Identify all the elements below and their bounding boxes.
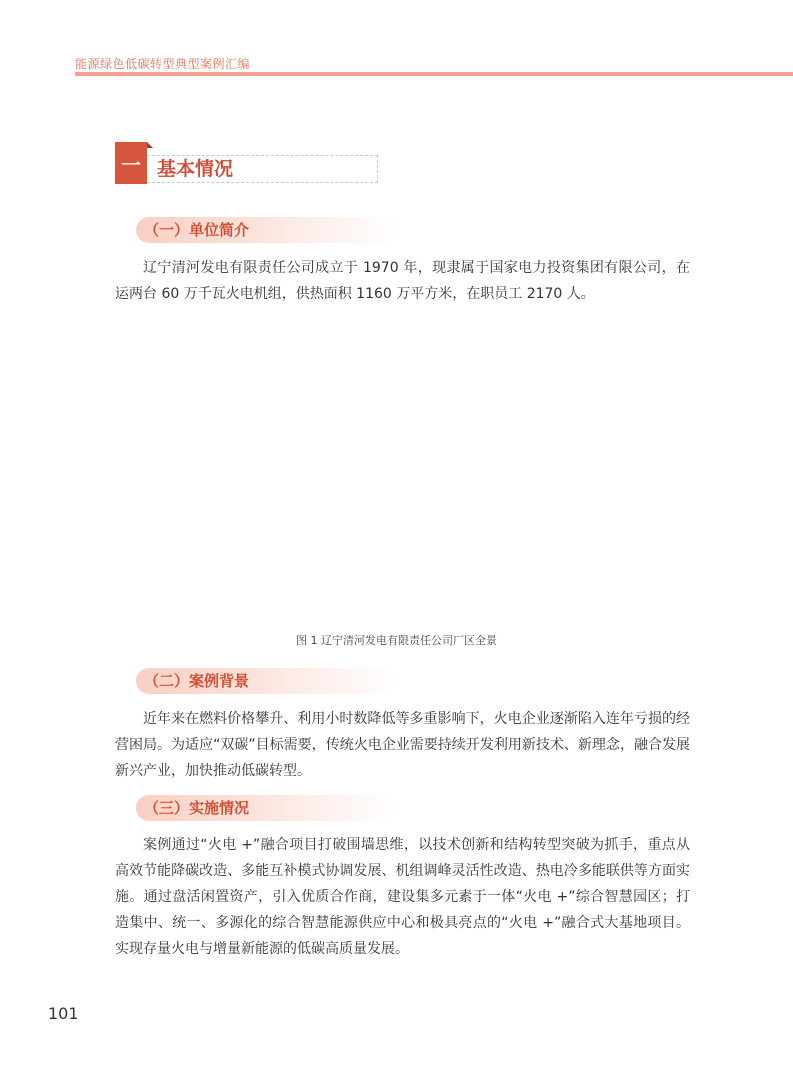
paragraph-case-background: 近年来在燃料价格攀升、利用小时数降低等多重影响下，火电企业逐渐陷入连年亏损的经营困局。为适应“双碳”目标需要，传统火电企业需要持续开发利用新技术、新理念，融合发展新兴产业，加快推动低碳转型。 — [115, 711, 690, 779]
page-number: 101 — [48, 1004, 79, 1023]
subsection-title: （二）案例背景 — [144, 672, 250, 690]
paragraph-implementation: 案例通过“火电 +”融合项目打破围墙思维，以技术创新和结构转型突破为抓手，重点从高效节能降碳改造、多能互补模式协调发展、机组调峰灵活性改造、热电冷多能联供等方面实施。通过盘活闲置资产，引入优质合作商，建设集多元素于一体“火电 +”综合智慧园区；打造集中、统一、多源化的综合智慧能源供应中心和极具亮点的“火电 +”融合式大基地项目。实现存量火电与增量新能源的低碳高质量发展。 — [115, 837, 690, 957]
subsection-heading-1 — [136, 217, 396, 243]
section-heading — [115, 142, 380, 186]
subsection-heading-2 — [136, 668, 396, 694]
running-header-title: 能源绿色低碳转型典型案例汇编 — [75, 57, 251, 71]
subsection-heading-3 — [136, 795, 396, 821]
header-rule — [75, 72, 793, 76]
figure-caption: 图 1 辽宁清河发电有限责任公司厂区全景 — [296, 634, 497, 647]
section-number: 一 — [115, 142, 147, 184]
subsection-title: （三）实施情况 — [144, 799, 250, 817]
section-title: 基本情况 — [157, 158, 234, 180]
paragraph-company-intro: 辽宁清河发电有限责任公司成立于 1970 年，现隶属于国家电力投资集团有限公司，在运两台 60 万千瓦火电机组，供热面积 1160 万平方米，在职员工 2170 人。 — [115, 260, 690, 302]
figure-image-placeholder — [115, 315, 690, 620]
subsection-title: （一）单位简介 — [144, 221, 250, 239]
